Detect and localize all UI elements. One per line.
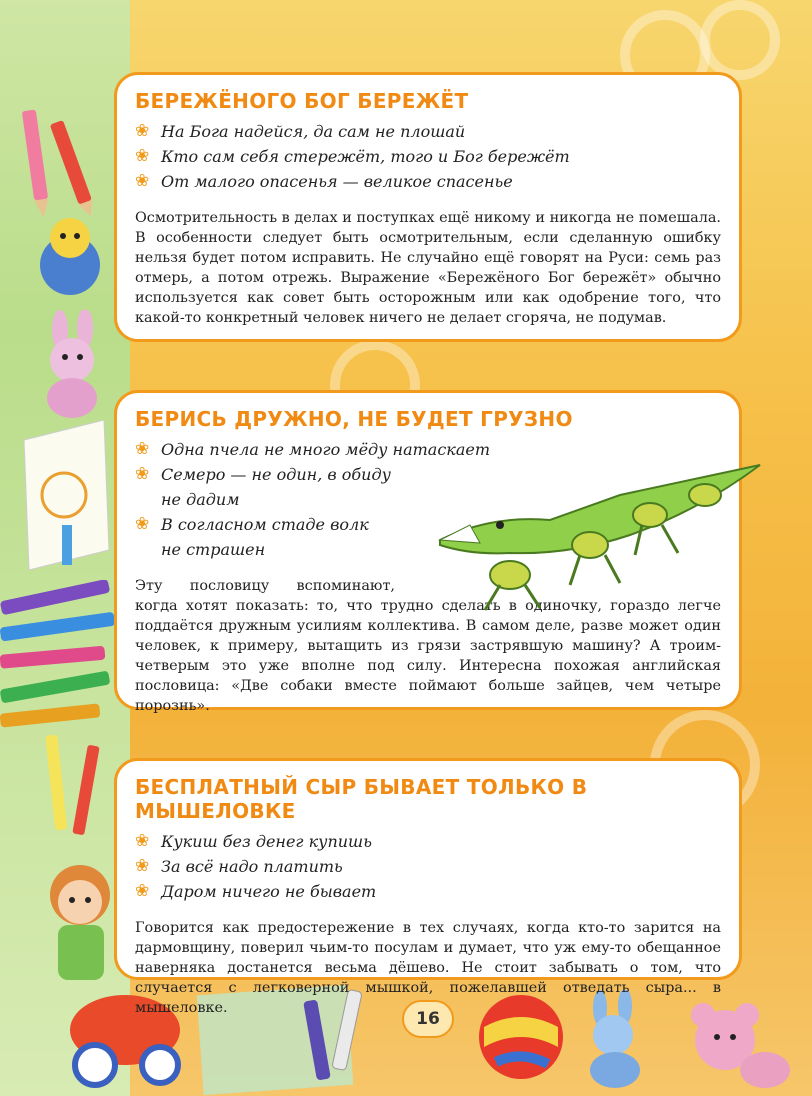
- section-panel-1: [114, 72, 742, 342]
- proverb-text: От малого опасенья — великое спасенье: [161, 172, 513, 191]
- section-body-text: Осмотрительность в делах и поступках ещё никому и никогда не помешала. В особенности следует быть осмотрительным, если сделанную ошибку нельзя будет потом исправить. Не случайно ещё говорят на Руси: семь раз отмерь, а потом отрежь. Выражение «Бережёного Бог бережёт» обычно используется как совет быть осторожным или как одобрение того, что какой-то конкретный человек ничего не делает сгоряча, не подумав.: [135, 210, 721, 326]
- flower-icon: ❀: [135, 856, 150, 876]
- proverb-list: [135, 437, 491, 562]
- proverb-item: [135, 462, 415, 512]
- proverb-item: [135, 144, 721, 169]
- proverb-item: [135, 437, 491, 462]
- toy-bear-blue-illustration: [30, 210, 110, 300]
- section-title: БЕРИСЬ ДРУЖНО, НЕ БУДЕТ ГРУЗНО: [135, 407, 573, 431]
- doll-illustration: [30, 860, 125, 990]
- section-title: БЕРЕЖЁНОГО БОГ БЕРЕЖЁТ: [135, 89, 469, 113]
- section-body-text: Говорится как предостережение в тех случаях, когда кто-то зарится на дармовщину, поверил чьим-то посулам и думает, что уж ему-то обещанное наверняка достанется весьма дёшево. Не стоит забывать о том, что случается с легковерной мышкой, пожелавшей отведать сыра... в мышеловке.: [135, 920, 721, 1016]
- proverb-text: Кто сам себя стережёт, того и Бог бережёт: [161, 147, 570, 166]
- proverb-text: За всё надо платить: [161, 857, 343, 876]
- proverb-text: Одна пчела не много мёду натаскает: [161, 440, 491, 459]
- pencils-illustration: [8, 100, 118, 220]
- bg-swirl: [700, 0, 780, 80]
- flower-icon: ❀: [135, 881, 150, 901]
- proverb-item: [135, 829, 721, 854]
- proverb-item: [135, 879, 721, 904]
- proverb-item: [135, 854, 721, 879]
- flower-icon: ❀: [135, 439, 150, 459]
- section-panel-3: [114, 758, 742, 1016]
- proverb-item: [135, 169, 721, 194]
- flower-icon: ❀: [135, 171, 150, 191]
- flower-icon: ❀: [135, 514, 150, 534]
- page-number: 16: [402, 1000, 454, 1038]
- flower-icon: ❀: [135, 831, 150, 851]
- drawing-paper-illustration: [14, 420, 114, 570]
- proverb-text: Кукиш без денег купишь: [161, 832, 372, 851]
- section-body-text: Эту пословицу вспоминают, когда хотят показать: то, что трудно сделать в одиночку, гораздо легче поддаётся дружным усилиям коллектива. В самом деле, разве может один человек, к примеру, вытащить из грязи застрявшую машину? А троим-четверым это уже вполне под силу. Интересна похожая английская пословица: «Две собаки вместе поймают больше зайцев, чем четыре порознь».: [135, 578, 721, 714]
- proverb-list: [135, 119, 721, 194]
- proverb-text: Даром ничего не бывает: [161, 882, 377, 901]
- toy-bunny-illustration: [30, 310, 120, 420]
- crayons-illustration: [0, 580, 125, 730]
- pencils-illustration: [40, 730, 115, 850]
- proverb-item: [135, 119, 721, 144]
- crocodile-frogs-illustration: [430, 425, 770, 615]
- proverb-list: [135, 829, 721, 904]
- flower-icon: ❀: [135, 464, 150, 484]
- proverb-text: На Бога надейся, да сам не плошай: [161, 122, 466, 141]
- proverb-text: Семеро — не один, в обиду не дадим: [161, 465, 391, 509]
- proverb-item: [135, 512, 415, 562]
- section-title: БЕСПЛАТНЫЙ СЫР БЫВАЕТ ТОЛЬКО В МЫШЕЛОВКЕ: [135, 775, 588, 823]
- flower-icon: ❀: [135, 146, 150, 166]
- flower-icon: ❀: [135, 121, 150, 141]
- proverb-text: В согласном стаде волк не страшен: [161, 515, 369, 559]
